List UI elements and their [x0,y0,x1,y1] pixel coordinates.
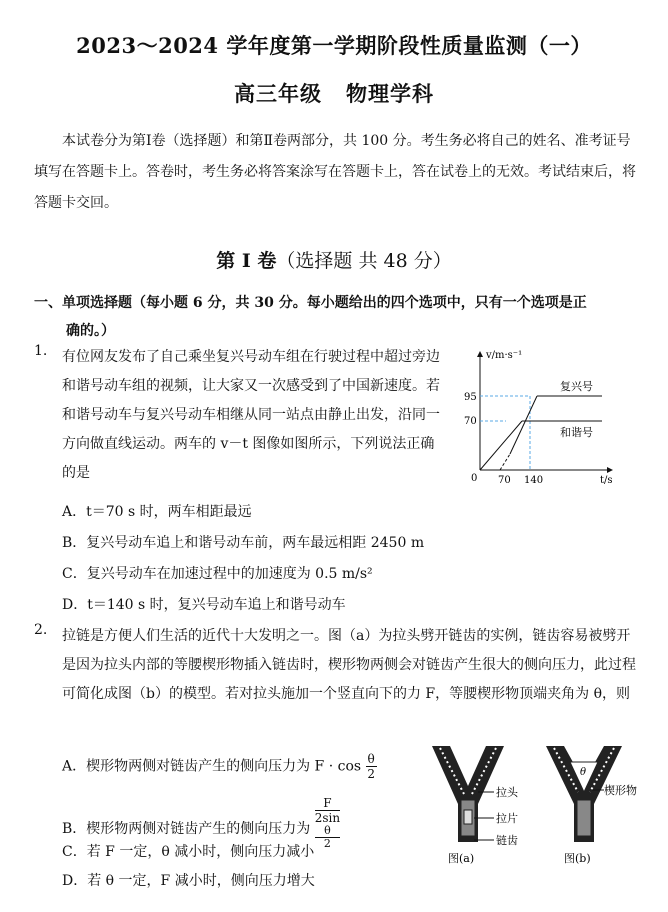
label-xingwu: 楔形物 [604,784,637,797]
q2-option-c: C．若 F 一定，θ 减小时，侧向压力减小 [62,844,315,860]
question-1-stem: 有位网友发布了自己乘坐复兴号动车组在行驶过程中超过旁边和谐号动车组的视频，让大家又一次感受到了中国新速度。若和谐号动车与复兴号动车相继从同一站点由静止出发，沿同一方向做直线运动。两车的 v－t 图像如图所示，下列说法正确的是 [62,349,440,481]
part-heading-line1: 一、单项选择题（每小题 6 分，共 30 分。每小题给出的四个选项中，只有一个选项是正 [34,295,587,311]
frac-a-num: θ [367,752,375,766]
label-lianchi: 链齿 [496,834,518,847]
q1-option-b: B．复兴号动车追上和谐号动车前，两车最远相距 2450 m [62,535,425,551]
q2-option-a [62,752,377,781]
part-heading-line2: 确的。） [66,323,115,339]
part-heading [34,289,644,345]
exam-subtitle [0,78,668,108]
q1-option-d: D．t＝140 s 时，复兴号动车追上和谐号动车 [62,597,346,613]
q1-option-a: A．t＝70 s 时，两车相距最远 [62,504,252,520]
section-label: 第 Ⅰ 卷 [216,250,277,272]
caption-b: 图(b) [564,852,591,865]
question-number-2: 2. [34,622,48,638]
exam-instructions: 本试卷分为第Ⅰ卷（选择题）和第Ⅱ卷两部分，共 100 分。考生务必将自己的姓名、准考证号填写在答题卡上。答卷时，考生务必将答案涂写在答题卡上，答在试卷上的无效。考试结束后，将答题卡交回。 [34,133,636,211]
frac-b-inner [315,825,340,850]
question-number-1: 1. [34,343,48,359]
label-latou: 拉头 [496,786,518,799]
q2-option-a-text: A．楔形物两侧对链齿产生的侧向压力为 F · cos [62,758,362,775]
q2-option-d: D．若 θ 一定，F 减小时，侧向压力增大 [62,873,315,889]
subject-label: 物理学科 [346,81,434,106]
x-tick-70: 70 [498,475,511,486]
section-heading [0,246,668,273]
y-tick-95: 95 [464,392,477,403]
origin-label: 0 [471,473,478,484]
hexie-label: 和谐号 [560,426,593,439]
q2-option-a-fraction [366,752,377,781]
fuxing-label: 复兴号 [560,380,593,393]
x-tick-140: 140 [524,475,544,486]
frac-b-inner-den: 2 [323,837,331,850]
hexie-line-accel [480,421,522,470]
frac-b-2sin: 2sin [314,811,341,825]
caption-a: 图(a) [448,852,475,865]
zipper-figure-b [544,742,664,870]
q1-option-c: C．复兴号动车在加速过程中的加速度为 0.5 m/s² [62,566,373,582]
label-lapian: 拉片 [496,812,518,825]
q2-option-b-fraction [315,796,340,850]
frac-b-inner-num: θ [315,825,340,838]
theta-label: θ [580,767,587,778]
question-2-stem: 拉链是方便人们生活的近代十大发明之一。图（a）为拉头劈开链齿的实例，链齿容易被劈开是因为拉头内部的等腰楔形物插入链齿时，楔形物两侧会对链齿产生很大的侧向压力，此过程可简化成图（b）的模型。若对拉头施加一个竖直向下的力 F，等腰楔形物顶端夹角为 θ，则 [62,628,636,702]
grade-label: 高三年级 [234,81,322,106]
q2-option-b-text: B．楔形物两侧对链齿产生的侧向压力为 [62,821,311,837]
y-tick-70: 70 [464,416,477,427]
frac-b-num: F [315,796,340,811]
frac-b-den [315,811,340,850]
y-axis-label: v/m·s⁻¹ [486,350,523,361]
x-axis-label: t/s [600,475,613,486]
zipper-figure-a [428,742,538,870]
fuxing-line-accel [510,396,537,454]
vt-graph [462,346,622,488]
frac-a-den: 2 [367,767,375,781]
exam-title: 2023～2024 学年度第一学期阶段性质量监测（一） [76,33,592,58]
section-detail: （选择题 共 48 分） [276,250,452,272]
